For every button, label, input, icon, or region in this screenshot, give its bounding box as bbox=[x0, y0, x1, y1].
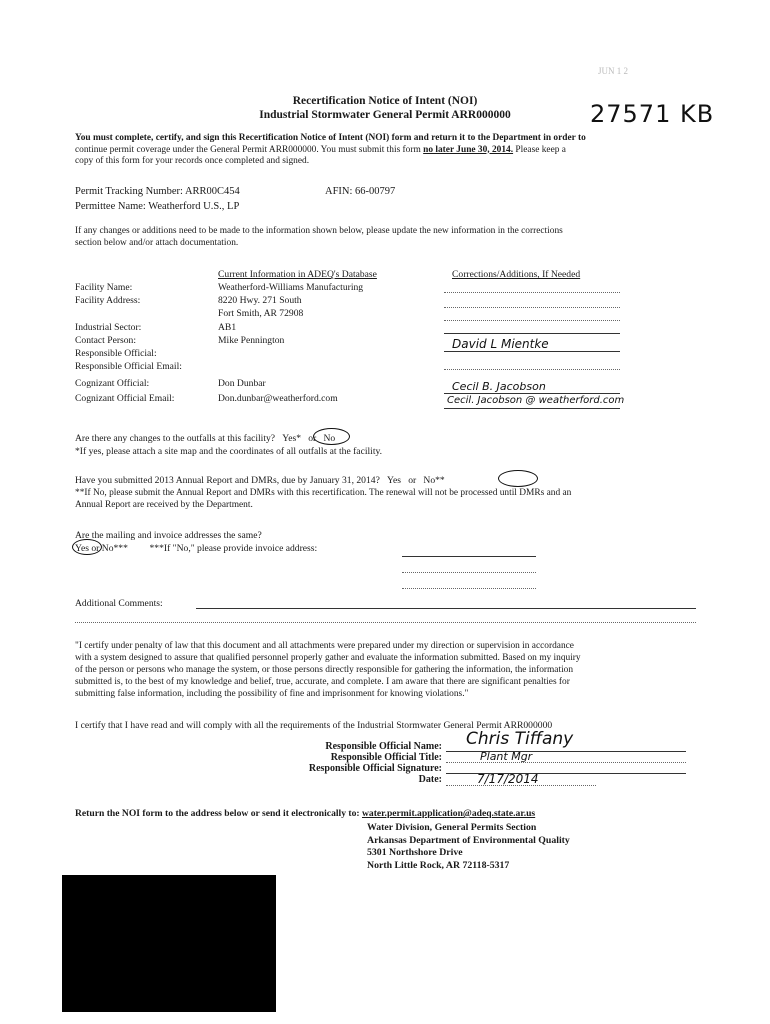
mailing-answers bbox=[75, 543, 317, 555]
facility-address-label: Facility Address: bbox=[75, 295, 141, 306]
responsible-official-email-label: Responsible Official Email: bbox=[75, 361, 182, 372]
certify-comply: I certify that I have read and will comply with all the requirements of the Industrial Stormwater General Permit ARR000000 bbox=[75, 720, 553, 731]
address-line-3: 5301 Northshore Drive bbox=[367, 847, 463, 858]
return-email-link[interactable]: water.permit.application@adeq.state.ar.us bbox=[362, 808, 536, 819]
industrial-sector-value: AB1 bbox=[218, 322, 237, 333]
comments-label: Additional Comments: bbox=[75, 598, 163, 609]
cognizant-official-label: Cognizant Official: bbox=[75, 378, 150, 389]
resp-title-line[interactable] bbox=[446, 762, 686, 763]
intro-deadline: no later June 30, 2014. bbox=[423, 144, 514, 155]
resp-name-value: Chris Tiffany bbox=[466, 729, 574, 749]
contact-correction: David L Mientke bbox=[452, 337, 549, 351]
facility-address-value: 8220 Hwy. 271 South bbox=[218, 295, 302, 306]
mailing-yes-circle bbox=[72, 539, 102, 555]
resp-signature-label: Responsible Official Signature: bbox=[308, 763, 442, 774]
correction-line-facility-name[interactable] bbox=[444, 292, 620, 293]
return-text: Return the NOI form to the address below or send it electronically to: bbox=[75, 808, 360, 819]
mailing-question: Are the mailing and invoice addresses the same? bbox=[75, 530, 262, 541]
correction-line-resp-email[interactable] bbox=[444, 369, 620, 370]
correction-line-facility-address[interactable] bbox=[444, 307, 620, 308]
contact-person-value: Mike Pennington bbox=[218, 335, 285, 346]
resp-date-value: 7/17/2014 bbox=[477, 772, 539, 786]
return-instructions bbox=[75, 808, 535, 820]
correction-line-cognizant[interactable] bbox=[444, 393, 620, 394]
outfalls-question-text: Are there any changes to the outfalls at this facility? bbox=[75, 433, 276, 444]
intro-line-3: copy of this form for your records once completed and signed. bbox=[75, 156, 310, 166]
mailing-or: or bbox=[91, 543, 100, 554]
outfalls-or: or bbox=[308, 433, 317, 444]
permittee-name: Permittee Name: Weatherford U.S., LP bbox=[75, 201, 240, 212]
certification-text bbox=[75, 640, 700, 700]
annual-no-circle bbox=[498, 470, 538, 487]
annual-question bbox=[75, 475, 445, 487]
changes-note bbox=[75, 226, 700, 249]
mailing-yes[interactable]: Yes bbox=[75, 543, 89, 554]
annual-or: or bbox=[408, 475, 417, 486]
outfalls-yes[interactable]: Yes* bbox=[282, 433, 302, 444]
annual-yes[interactable]: Yes bbox=[387, 475, 401, 486]
cognizant-correction: Cecil B. Jacobson bbox=[452, 380, 546, 393]
address-line-4: North Little Rock, AR 72118-5317 bbox=[367, 859, 510, 871]
header-current-info: Current Information in ADEQ's Database bbox=[218, 269, 377, 280]
annual-no[interactable]: No** bbox=[423, 475, 445, 486]
outfalls-note: *If yes, please attach a site map and the coordinates of all outfalls at the facility. bbox=[75, 446, 383, 457]
contact-person-label: Contact Person: bbox=[75, 335, 137, 346]
outfalls-question bbox=[75, 433, 335, 445]
cert-line-1: "I certify under penalty of law that this document and all attachments were prepared under my direction or supervision in accordance bbox=[75, 641, 574, 651]
received-stamp: JUN 1 2 bbox=[598, 66, 629, 76]
facility-city-value: Fort Smith, AR 72908 bbox=[218, 308, 304, 319]
comments-line-1[interactable] bbox=[196, 608, 696, 609]
outfalls-no[interactable]: No bbox=[323, 433, 336, 444]
address-line-2: Arkansas Department of Environmental Quality bbox=[367, 834, 570, 846]
cert-line-4: submitted is, to the best of my knowledge and belief, true, accurate, and complete. I am aware that there are significant penalties for bbox=[75, 677, 570, 687]
annual-note-line-2: Annual Report are received by the Department. bbox=[75, 499, 253, 510]
resp-title-label: Responsible Official Title: bbox=[330, 752, 442, 763]
resp-name-label: Responsible Official Name: bbox=[325, 741, 442, 752]
header-corrections: Corrections/Additions, If Needed bbox=[452, 269, 581, 280]
redaction-block bbox=[62, 875, 276, 1012]
handwritten-permit-number: 27571 KB bbox=[590, 100, 715, 128]
form-title: Recertification Notice of Intent (NOI) bbox=[292, 95, 478, 107]
form-subtitle: Industrial Stormwater General Permit ARR000000 bbox=[259, 109, 511, 121]
cert-line-5: submitting false information, including the possibility of fine and imprisonment for knowing violations." bbox=[75, 689, 469, 699]
outfalls-yes-circle bbox=[313, 428, 350, 445]
intro-line-2 bbox=[75, 145, 700, 157]
permit-tracking-number: Permit Tracking Number: ARR00C454 bbox=[75, 186, 240, 197]
cert-line-2: with a system designed to assure that qualified personnel properly gather and evaluate the information submitted. Based on my inquiry bbox=[75, 653, 581, 663]
resp-date-line[interactable] bbox=[446, 785, 596, 786]
correction-line-contact[interactable] bbox=[444, 351, 620, 352]
cognizant-official-value: Don Dunbar bbox=[218, 378, 266, 389]
cognizant-email-label: Cognizant Official Email: bbox=[75, 393, 175, 404]
resp-title-value: Plant Mgr bbox=[480, 750, 533, 763]
intro-paragraph bbox=[75, 133, 700, 168]
invoice-address-line-3[interactable] bbox=[402, 588, 536, 589]
cognizant-email-correction: Cecil. Jacobson @ weatherford.com bbox=[447, 395, 625, 406]
correction-line-sector[interactable] bbox=[444, 333, 620, 334]
afin: AFIN: 66-00797 bbox=[325, 186, 396, 197]
mailing-address bbox=[367, 822, 570, 872]
correction-line-city[interactable] bbox=[444, 320, 620, 321]
annual-question-text: Have you submitted 2013 Annual Report and DMRs, due by January 31, 2014? bbox=[75, 475, 380, 486]
industrial-sector-label: Industrial Sector: bbox=[75, 322, 142, 333]
changes-note-line-1: If any changes or additions need to be made to the information shown below, please update the new information in the corrections bbox=[75, 226, 563, 236]
comments-line-2[interactable] bbox=[75, 622, 696, 623]
correction-line-cognizant-email[interactable] bbox=[444, 408, 620, 409]
changes-note-line-2: section below and/or attach documentation. bbox=[75, 237, 239, 248]
facility-name-value: Weatherford-Williams Manufacturing bbox=[218, 282, 364, 293]
invoice-address-line-2[interactable] bbox=[402, 572, 536, 573]
facility-name-label: Facility Name: bbox=[75, 282, 133, 293]
annual-note-line-1: **If No, please submit the Annual Report and DMRs with this recertification. The renewal will not be processed until DMRs and an bbox=[75, 488, 572, 498]
intro-text-2: continue permit coverage under the General Permit ARR000000. You must submit this form bbox=[75, 144, 421, 155]
resp-date-label: Date: bbox=[418, 774, 442, 785]
cognizant-email-value: Don.dunbar@weatherford.com bbox=[218, 393, 338, 404]
address-line-1: Water Division, General Permits Section bbox=[367, 822, 537, 833]
mailing-note: ***If "No," please provide invoice address: bbox=[149, 543, 318, 554]
mailing-no[interactable]: No*** bbox=[101, 543, 128, 554]
invoice-address-line-1[interactable] bbox=[402, 556, 536, 557]
intro-line-1: You must complete, certify, and sign this Recertification Notice of Intent (NOI) form and return it to the Department in order to bbox=[75, 133, 586, 143]
intro-text-3: Please keep a bbox=[513, 144, 566, 155]
cert-line-3: of the person or persons who manage the system, or those persons directly responsible for gathering the information, the information bbox=[75, 665, 574, 675]
responsible-official-label: Responsible Official: bbox=[75, 348, 157, 359]
annual-note bbox=[75, 488, 700, 511]
